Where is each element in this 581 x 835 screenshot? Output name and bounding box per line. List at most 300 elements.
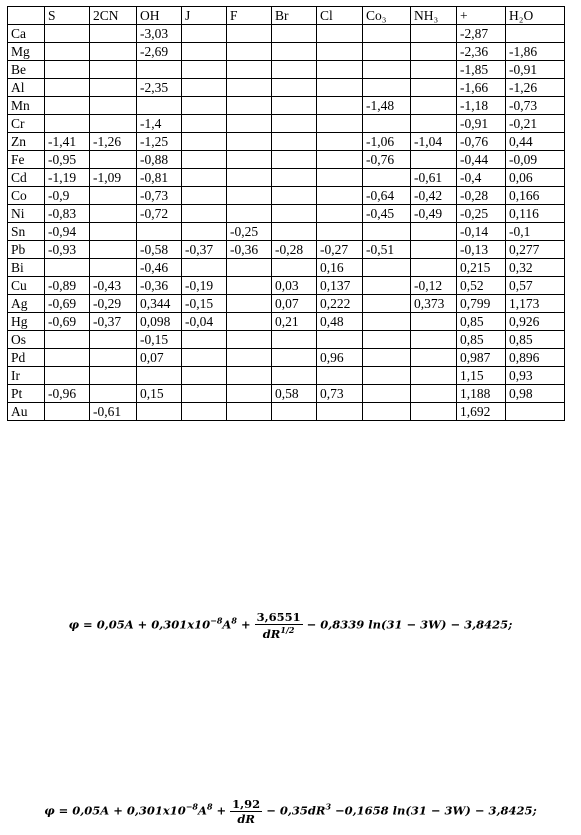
value-cell: -1,04 xyxy=(411,133,457,151)
value-cell: -0,72 xyxy=(137,205,182,223)
value-cell xyxy=(45,259,90,277)
value-cell xyxy=(182,151,227,169)
formula-2-part: + xyxy=(212,803,231,818)
value-cell xyxy=(227,367,272,385)
value-cell xyxy=(227,313,272,331)
value-cell xyxy=(317,79,363,97)
value-cell: -1,41 xyxy=(45,133,90,151)
value-cell: 0,16 xyxy=(317,259,363,277)
value-cell: -0,15 xyxy=(182,295,227,313)
value-cell xyxy=(227,43,272,61)
value-cell: 0,98 xyxy=(506,385,565,403)
header-cell: Cl xyxy=(317,7,363,25)
value-cell xyxy=(411,403,457,421)
value-cell: -0,15 xyxy=(137,331,182,349)
value-cell: 0,48 xyxy=(317,313,363,331)
value-cell xyxy=(227,259,272,277)
value-cell xyxy=(272,79,317,97)
table-row xyxy=(8,169,565,187)
formula-1-fraction xyxy=(255,610,303,641)
value-cell xyxy=(363,25,411,43)
value-cell xyxy=(227,61,272,79)
formula-2-part: A xyxy=(198,803,207,818)
formula-1-part: φ = 0,05A + 0,301x10 xyxy=(68,617,211,632)
value-cell xyxy=(137,223,182,241)
value-cell: -0,76 xyxy=(457,133,506,151)
value-cell xyxy=(90,367,137,385)
value-cell: -0,73 xyxy=(137,187,182,205)
value-cell xyxy=(272,331,317,349)
value-cell xyxy=(411,241,457,259)
table-row xyxy=(8,403,565,421)
table-row xyxy=(8,97,565,115)
value-cell xyxy=(411,331,457,349)
value-cell xyxy=(90,151,137,169)
value-cell xyxy=(317,133,363,151)
value-cell xyxy=(411,259,457,277)
value-cell xyxy=(317,169,363,187)
value-cell xyxy=(90,223,137,241)
value-cell xyxy=(411,367,457,385)
value-cell xyxy=(45,331,90,349)
element-cell: Co xyxy=(8,187,45,205)
value-cell xyxy=(363,259,411,277)
value-cell: -0,27 xyxy=(317,241,363,259)
value-cell xyxy=(45,349,90,367)
value-cell: -0,81 xyxy=(137,169,182,187)
value-cell: -0,64 xyxy=(363,187,411,205)
value-cell: 0,277 xyxy=(506,241,565,259)
value-cell: -0,09 xyxy=(506,151,565,169)
value-cell: -1,09 xyxy=(90,169,137,187)
value-cell xyxy=(90,43,137,61)
value-cell xyxy=(411,79,457,97)
value-cell: 0,73 xyxy=(317,385,363,403)
value-cell: -1,25 xyxy=(137,133,182,151)
value-cell xyxy=(363,331,411,349)
value-cell: -0,25 xyxy=(457,205,506,223)
table-row xyxy=(8,259,565,277)
value-cell: -0,51 xyxy=(363,241,411,259)
value-cell xyxy=(363,349,411,367)
value-cell xyxy=(317,205,363,223)
table-row xyxy=(8,313,565,331)
value-cell: -2,87 xyxy=(457,25,506,43)
value-cell: -0,61 xyxy=(411,169,457,187)
value-cell xyxy=(363,367,411,385)
formula-1-exponent: −8 xyxy=(210,615,223,626)
value-cell xyxy=(272,25,317,43)
value-cell: -0,43 xyxy=(90,277,137,295)
value-cell: 0,06 xyxy=(506,169,565,187)
element-cell: Ir xyxy=(8,367,45,385)
value-cell xyxy=(411,97,457,115)
value-cell xyxy=(227,79,272,97)
value-cell xyxy=(45,115,90,133)
value-cell: -0,94 xyxy=(45,223,90,241)
value-cell xyxy=(90,259,137,277)
element-cell: Cu xyxy=(8,277,45,295)
value-cell xyxy=(227,277,272,295)
value-cell: -0,93 xyxy=(45,241,90,259)
value-cell: 0,93 xyxy=(506,367,565,385)
value-cell: 1,692 xyxy=(457,403,506,421)
value-cell xyxy=(45,79,90,97)
value-cell xyxy=(411,313,457,331)
fraction-denominator-exponent: 1/2 xyxy=(280,625,295,635)
value-cell: -0,37 xyxy=(90,313,137,331)
value-cell: -0,44 xyxy=(457,151,506,169)
value-cell xyxy=(90,205,137,223)
table-row xyxy=(8,277,565,295)
element-cell: Cd xyxy=(8,169,45,187)
value-cell: 0,166 xyxy=(506,187,565,205)
header-cell: S xyxy=(45,7,90,25)
value-cell: 0,03 xyxy=(272,277,317,295)
value-cell: -0,36 xyxy=(227,241,272,259)
value-cell xyxy=(317,403,363,421)
formula-2-part: −0,1658 ln(31 − 3W) − 3,8425; xyxy=(331,803,537,818)
element-cell: Os xyxy=(8,331,45,349)
value-cell: -0,1 xyxy=(506,223,565,241)
value-cell xyxy=(182,97,227,115)
formula-1 xyxy=(0,610,581,641)
value-cell xyxy=(411,43,457,61)
element-cell: Mg xyxy=(8,43,45,61)
value-cell xyxy=(363,115,411,133)
element-cell: Hg xyxy=(8,313,45,331)
value-cell: -0,37 xyxy=(182,241,227,259)
value-cell: 0,15 xyxy=(137,385,182,403)
value-cell: 0,926 xyxy=(506,313,565,331)
value-cell: -0,61 xyxy=(90,403,137,421)
value-cell: 0,07 xyxy=(272,295,317,313)
fraction-numerator: 3,6551 xyxy=(256,610,301,624)
value-cell: -1,26 xyxy=(506,79,565,97)
value-cell xyxy=(317,223,363,241)
table-row xyxy=(8,205,565,223)
formula-2-part: φ = 0,05A + 0,301x10 xyxy=(44,803,186,818)
value-cell xyxy=(363,169,411,187)
element-cell: Bi xyxy=(8,259,45,277)
value-cell: -0,76 xyxy=(363,151,411,169)
value-cell xyxy=(137,61,182,79)
value-cell xyxy=(90,349,137,367)
element-cell: Pt xyxy=(8,385,45,403)
value-cell xyxy=(317,115,363,133)
value-cell xyxy=(363,403,411,421)
value-cell xyxy=(227,169,272,187)
value-cell xyxy=(272,259,317,277)
value-cell xyxy=(317,151,363,169)
fraction-numerator: 1,92 xyxy=(232,797,261,811)
value-cell xyxy=(90,25,137,43)
value-cell xyxy=(137,97,182,115)
value-cell xyxy=(272,367,317,385)
table-row xyxy=(8,43,565,61)
value-cell: -0,19 xyxy=(182,277,227,295)
value-cell: -0,88 xyxy=(137,151,182,169)
value-cell: 1,15 xyxy=(457,367,506,385)
value-cell xyxy=(90,241,137,259)
value-cell: -1,19 xyxy=(45,169,90,187)
formula-2-fraction xyxy=(230,797,262,826)
header-corner-cell xyxy=(8,7,45,25)
table-row xyxy=(8,115,565,133)
value-cell: -0,36 xyxy=(137,277,182,295)
value-cell xyxy=(227,151,272,169)
formula-2-exponent: 3 xyxy=(325,801,332,812)
value-cell xyxy=(411,115,457,133)
value-cell xyxy=(411,349,457,367)
value-cell: 0,32 xyxy=(506,259,565,277)
value-cell: -0,49 xyxy=(411,205,457,223)
value-cell: -0,13 xyxy=(457,241,506,259)
value-cell xyxy=(272,115,317,133)
element-cell: Zn xyxy=(8,133,45,151)
value-cell xyxy=(90,79,137,97)
value-cell xyxy=(317,97,363,115)
value-cell: -0,96 xyxy=(45,385,90,403)
table-row xyxy=(8,61,565,79)
value-cell: -1,85 xyxy=(457,61,506,79)
value-cell xyxy=(363,223,411,241)
element-cell: Au xyxy=(8,403,45,421)
element-cell: Fe xyxy=(8,151,45,169)
value-cell xyxy=(90,97,137,115)
value-cell: -1,48 xyxy=(363,97,411,115)
value-cell xyxy=(317,43,363,61)
element-cell: Cr xyxy=(8,115,45,133)
value-cell xyxy=(317,25,363,43)
value-cell xyxy=(182,403,227,421)
value-cell xyxy=(363,277,411,295)
value-cell: -0,89 xyxy=(45,277,90,295)
value-cell xyxy=(363,61,411,79)
header-cell: F xyxy=(227,7,272,25)
value-cell xyxy=(272,61,317,79)
table-row xyxy=(8,331,565,349)
value-cell xyxy=(317,187,363,205)
value-cell xyxy=(182,133,227,151)
table-row xyxy=(8,25,565,43)
value-cell: -0,04 xyxy=(182,313,227,331)
header-cell: Co₃ xyxy=(363,7,411,25)
header-cell: 2CN xyxy=(90,7,137,25)
value-cell: 0,215 xyxy=(457,259,506,277)
value-cell xyxy=(363,43,411,61)
header-cell: + xyxy=(457,7,506,25)
value-cell xyxy=(227,295,272,313)
value-cell: 0,222 xyxy=(317,295,363,313)
value-cell xyxy=(182,169,227,187)
element-cell: Ni xyxy=(8,205,45,223)
value-cell xyxy=(182,61,227,79)
table-row xyxy=(8,367,565,385)
value-cell: 0,85 xyxy=(457,313,506,331)
value-cell: -0,42 xyxy=(411,187,457,205)
value-cell xyxy=(411,61,457,79)
value-cell xyxy=(45,367,90,385)
value-cell xyxy=(45,25,90,43)
value-cell: -2,69 xyxy=(137,43,182,61)
value-cell: -0,25 xyxy=(227,223,272,241)
table-row xyxy=(8,349,565,367)
element-cell: Al xyxy=(8,79,45,97)
element-cell: Be xyxy=(8,61,45,79)
value-cell xyxy=(506,403,565,421)
value-cell xyxy=(182,259,227,277)
value-cell: -0,73 xyxy=(506,97,565,115)
value-cell xyxy=(182,385,227,403)
value-cell xyxy=(227,205,272,223)
element-cell: Ca xyxy=(8,25,45,43)
value-cell xyxy=(45,403,90,421)
value-cell: 0,116 xyxy=(506,205,565,223)
value-cell xyxy=(317,61,363,79)
value-cell xyxy=(90,331,137,349)
value-cell: -0,21 xyxy=(506,115,565,133)
value-cell xyxy=(363,313,411,331)
value-cell: 0,44 xyxy=(506,133,565,151)
element-cell: Ag xyxy=(8,295,45,313)
value-cell xyxy=(227,403,272,421)
value-cell: 0,344 xyxy=(137,295,182,313)
fraction-denominator-text: dR xyxy=(262,626,281,641)
value-cell xyxy=(182,349,227,367)
table-row xyxy=(8,385,565,403)
value-cell xyxy=(272,97,317,115)
value-cell: 0,52 xyxy=(457,277,506,295)
value-cell: -1,4 xyxy=(137,115,182,133)
header-cell: H₂O xyxy=(506,7,565,25)
formula-2-part: − 0,35dR xyxy=(266,803,326,818)
value-cell: 1,173 xyxy=(506,295,565,313)
value-cell xyxy=(227,349,272,367)
table-row xyxy=(8,133,565,151)
table-row xyxy=(8,223,565,241)
value-cell: 0,58 xyxy=(272,385,317,403)
value-cell: 1,188 xyxy=(457,385,506,403)
value-cell: 0,137 xyxy=(317,277,363,295)
element-cell: Sn xyxy=(8,223,45,241)
value-cell: 0,07 xyxy=(137,349,182,367)
value-cell xyxy=(272,187,317,205)
value-cell xyxy=(363,79,411,97)
value-cell: -1,06 xyxy=(363,133,411,151)
value-cell xyxy=(506,25,565,43)
table-row xyxy=(8,151,565,169)
value-cell xyxy=(227,385,272,403)
value-cell: -0,9 xyxy=(45,187,90,205)
value-cell xyxy=(182,115,227,133)
value-cell xyxy=(45,97,90,115)
header-cell: Br xyxy=(272,7,317,25)
value-cell xyxy=(317,367,363,385)
value-cell: -0,95 xyxy=(45,151,90,169)
formula-2-exponent: 8 xyxy=(206,801,213,812)
header-cell: OH xyxy=(137,7,182,25)
value-cell: -0,45 xyxy=(363,205,411,223)
value-cell: -0,69 xyxy=(45,295,90,313)
formula-1-part: A xyxy=(222,617,232,632)
value-cell: 0,85 xyxy=(457,331,506,349)
header-cell: NH₃ xyxy=(411,7,457,25)
value-cell: -0,58 xyxy=(137,241,182,259)
value-cell xyxy=(272,349,317,367)
formula-2-exponent: −8 xyxy=(185,801,198,812)
value-cell xyxy=(182,79,227,97)
value-cell: -1,86 xyxy=(506,43,565,61)
value-cell xyxy=(182,25,227,43)
value-cell: -0,28 xyxy=(457,187,506,205)
formula-1-part: − 0,8339 ln(31 − 3W) − 3,8425; xyxy=(306,617,513,632)
value-cell: 0,098 xyxy=(137,313,182,331)
value-cell xyxy=(411,151,457,169)
value-cell xyxy=(317,331,363,349)
value-cell: -0,91 xyxy=(506,61,565,79)
value-cell xyxy=(182,43,227,61)
value-cell xyxy=(272,205,317,223)
value-cell: 0,373 xyxy=(411,295,457,313)
value-cell: 0,96 xyxy=(317,349,363,367)
table-row xyxy=(8,241,565,259)
value-cell xyxy=(272,43,317,61)
formula-1-exponent: 8 xyxy=(231,615,237,626)
value-cell xyxy=(45,43,90,61)
value-cell xyxy=(227,331,272,349)
value-cell xyxy=(90,115,137,133)
value-cell xyxy=(272,403,317,421)
formula-2 xyxy=(0,797,581,826)
value-cell xyxy=(90,385,137,403)
value-cell: -0,29 xyxy=(90,295,137,313)
value-cell: -2,35 xyxy=(137,79,182,97)
table-header-row xyxy=(8,7,565,25)
table-row xyxy=(8,187,565,205)
value-cell xyxy=(363,385,411,403)
value-cell xyxy=(45,61,90,79)
value-cell: -0,14 xyxy=(457,223,506,241)
value-cell: -0,28 xyxy=(272,241,317,259)
value-cell xyxy=(182,331,227,349)
value-cell xyxy=(272,223,317,241)
value-cell xyxy=(272,151,317,169)
value-cell: 0,21 xyxy=(272,313,317,331)
value-cell xyxy=(411,25,457,43)
value-cell xyxy=(90,61,137,79)
value-cell: 0,896 xyxy=(506,349,565,367)
value-cell xyxy=(182,367,227,385)
element-cell: Pd xyxy=(8,349,45,367)
table-row xyxy=(8,295,565,313)
value-cell xyxy=(227,115,272,133)
value-cell: -1,26 xyxy=(90,133,137,151)
value-cell: 0,85 xyxy=(506,331,565,349)
value-cell xyxy=(90,187,137,205)
potential-table xyxy=(7,6,565,421)
header-cell: J xyxy=(182,7,227,25)
value-cell: -1,66 xyxy=(457,79,506,97)
value-cell xyxy=(227,97,272,115)
value-cell: -0,83 xyxy=(45,205,90,223)
value-cell xyxy=(227,187,272,205)
fraction-denominator xyxy=(255,625,303,641)
value-cell: 0,57 xyxy=(506,277,565,295)
table-row xyxy=(8,79,565,97)
value-cell: 0,799 xyxy=(457,295,506,313)
value-cell xyxy=(227,133,272,151)
